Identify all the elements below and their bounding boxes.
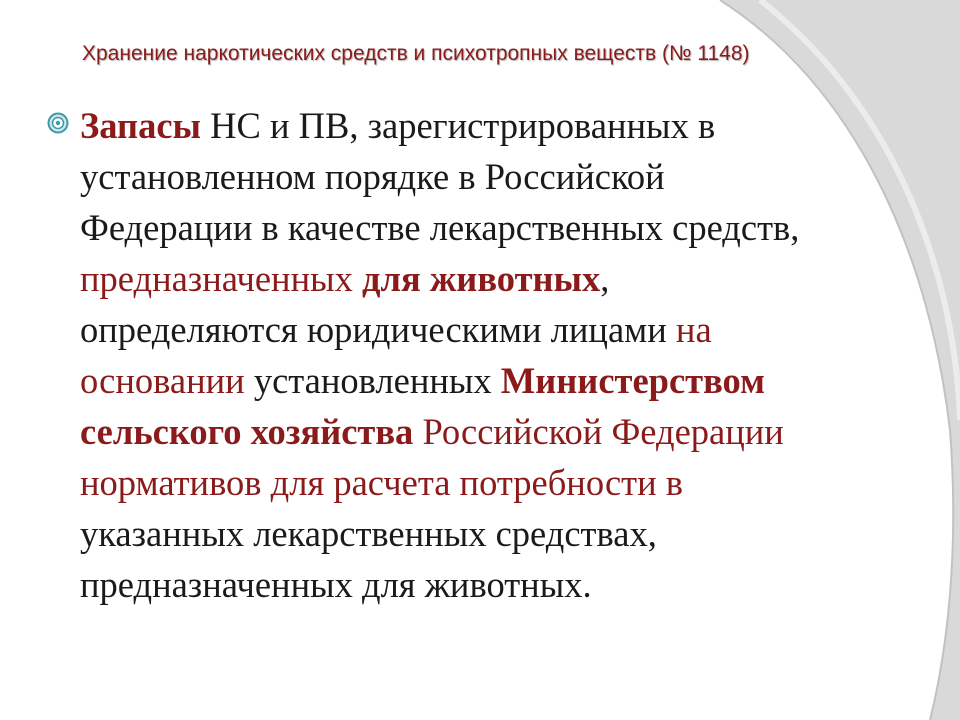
text-line: Запасы НС и ПВ, зарегистрированных в (80, 105, 716, 146)
text-line: предназначенных для животных, (80, 258, 610, 299)
text-line: сельского хозяйства Российской Федерации (80, 411, 784, 452)
text-line: основании установленных Министерством (80, 360, 765, 401)
text-line: предназначенных для животных. (80, 564, 592, 605)
text-line: определяются юридическими лицами на (80, 309, 712, 350)
text-line: установленном порядке в Российской (80, 156, 665, 197)
concentric-circle-bullet-icon (47, 112, 69, 134)
text-line: Федерации в качестве лекарственных средств, (80, 207, 800, 248)
slide-title: Хранение наркотических средств и психотропных веществ (№ 1148) (82, 42, 750, 65)
text-line: нормативов для расчета потребности в (80, 462, 684, 503)
text-line: указанных лекарственных средствах, (80, 513, 657, 554)
bullet-text (80, 100, 930, 610)
